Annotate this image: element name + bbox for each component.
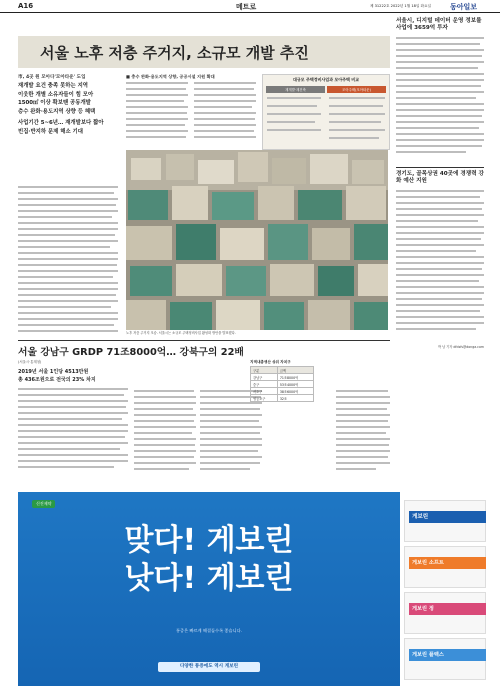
grdp-cell: 38조6000억 <box>277 388 313 395</box>
graphic-col-right: 모아주택(모아타운) <box>327 86 386 93</box>
lower-headline: 서울 강남구 GRDP 71조8000억… 강북구의 22배 <box>18 347 244 358</box>
lower-rule <box>18 340 390 341</box>
neighborhood-photo <box>126 150 388 330</box>
lower-sub: 2019년 서울 1인당 4513만원 총 436조원으로 전국의 23% 차지 <box>18 369 96 383</box>
table-row <box>251 381 314 388</box>
lede-1: 재개발 요건 충족 못하는 지역 <box>18 83 88 89</box>
right-headline: 서울시, 디지털 데이터 운영 정보를 사업에 3659억 투자 <box>396 18 482 32</box>
graphic-col-left: 재개발·재건축 <box>266 86 325 93</box>
right-headline-2: 경기도, 골목상권 40곳에 경쟁력 강화 예산 지원 <box>396 167 484 186</box>
lower-body <box>18 388 390 488</box>
ad-slogan-2: 낫다! 게보린 <box>124 561 294 596</box>
product-label: 게보린 <box>409 511 486 523</box>
ad-slogan-1: 맞다! 게보린 <box>124 523 294 558</box>
grdp-cell: 53조4000억 <box>277 381 313 388</box>
product-label: 게보린 소프트 <box>409 557 486 569</box>
photo-caption: 노후 저층 주거지 모습. 서울시는 소규모 주택정비사업 활성화 방안을 발표했다. <box>126 331 236 335</box>
issue-date: 제 31222호 2022년 1월 18일 화요일 <box>370 4 431 8</box>
gevorin-advertisement[interactable] <box>18 492 400 686</box>
body-column-1 <box>18 186 118 336</box>
comparison-graphic <box>262 74 390 150</box>
page-header <box>0 0 500 13</box>
table-row <box>251 388 314 395</box>
product-box <box>404 592 486 634</box>
lede-3: 1500㎡ 이상 확보땐 공동개발 <box>18 100 91 107</box>
grdp-table-title: 지역내총생산 상위 자치구 <box>250 360 291 364</box>
product-label: 게보린 정 <box>409 603 486 615</box>
right-body-lines <box>396 37 484 159</box>
grdp-cell: 71조8000억 <box>277 374 313 381</box>
product-box <box>404 500 486 542</box>
graphic-title: 대규모 주택정비사업과 모아주택 비교 <box>292 77 359 82</box>
lede-block <box>18 74 118 137</box>
lede-6: 빈집·반지하 문제 해소 기대 <box>18 128 83 135</box>
grdp-table <box>250 366 314 402</box>
ad-footer-badge: 다양한 통증에도 역시 게보린 <box>158 662 260 672</box>
grdp-cell: 강남구 <box>251 374 278 381</box>
product-label: 게보린 플렉스 <box>409 649 486 661</box>
lede-5: 사업기간 5~6년… 재개발보다 짧아 <box>18 120 104 127</box>
right-body-lines-2 <box>396 190 484 340</box>
ad-body-text: 통증은 빠르게 해결돌수록 좋습니다. <box>175 628 242 633</box>
ad-slogan <box>18 522 400 598</box>
brand-logo: 동아일보 <box>450 3 478 11</box>
grdp-cell: 32조 <box>277 395 313 402</box>
ad-product-list <box>404 500 486 680</box>
lede-4: 층수 완화·용도지역 상향 등 혜택 <box>18 108 96 115</box>
body-subhead: ■ 충수 완화·용도지역 상향, 공공시설 지원 확대 <box>126 74 215 79</box>
lower-source-tag: (서울시·통계청) <box>18 360 42 364</box>
body-text-lines-2 <box>126 82 256 146</box>
product-box <box>404 546 486 588</box>
right-byline: 박 남 기자 dfdsfs@donga.com <box>438 344 484 349</box>
rooftops-image <box>126 150 388 330</box>
graphic-body-lines <box>263 93 389 145</box>
product-box <box>404 638 486 680</box>
right-column <box>396 18 484 349</box>
ad-brand-badge: 신진제약 <box>32 500 55 508</box>
body-column-2 <box>126 74 256 146</box>
lower-body-lines <box>18 388 390 488</box>
grdp-cell: 서초구 <box>251 388 278 395</box>
grdp-th-0: 구분 <box>251 367 278 374</box>
grdp-cell: 중구 <box>251 381 278 388</box>
section-name: 메트로 <box>236 3 257 11</box>
body-text-lines-1 <box>18 186 118 336</box>
lede-2: 이웃한 개별 소유자들이 힘 모아 <box>18 91 94 98</box>
page-number: A16 <box>18 2 34 10</box>
main-headline: 서울 노후 저층 주거지, 소규모 개발 추진 <box>40 44 309 62</box>
table-row <box>251 374 314 381</box>
lede-0: 市, 4곳 원 모아다'모아타운' 도입 <box>18 75 86 80</box>
grdp-table-box <box>250 360 314 402</box>
grdp-th-1: 금액 <box>277 367 313 374</box>
table-row <box>251 395 314 402</box>
grdp-cell: 영등포구 <box>251 395 278 402</box>
